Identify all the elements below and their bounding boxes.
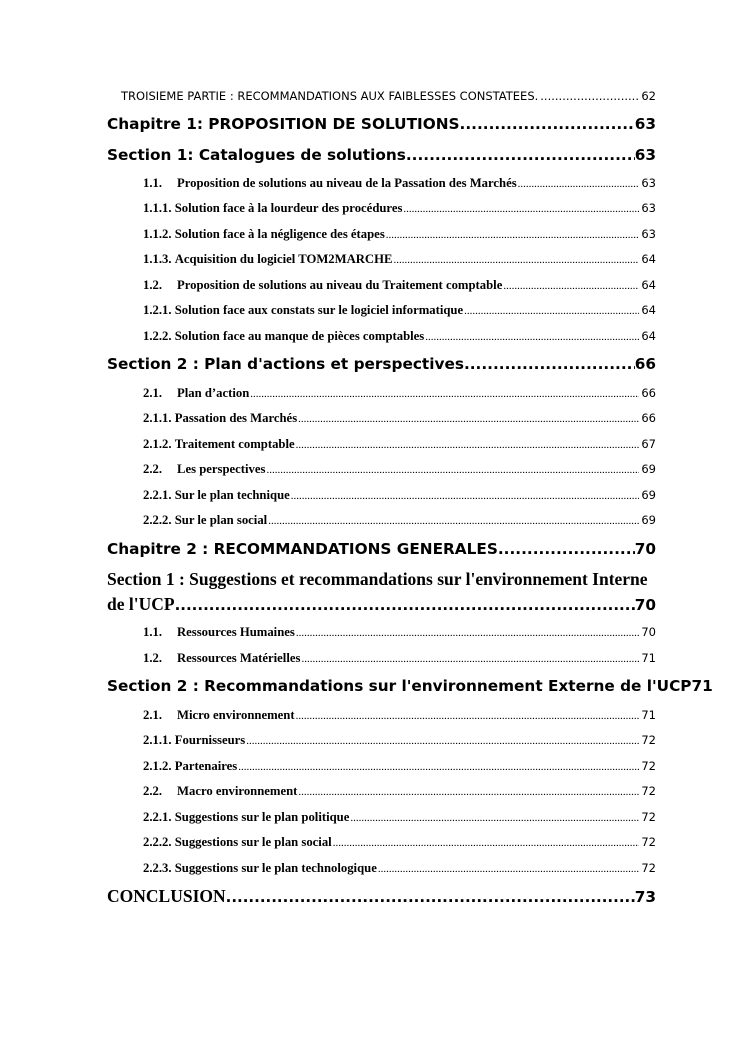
toc-entry-1-2-1[interactable] [143,303,656,318]
toc-entry-ch2-2-2-3[interactable] [143,861,656,876]
toc-entry-title: Chapitre 2 : RECOMMANDATIONS GENERALES [107,540,498,558]
toc-entry-2-1[interactable] [143,386,656,401]
toc-page-number: 72 [641,784,656,798]
dot-leader [298,413,639,425]
toc-entry-number: 2.2. [143,784,163,798]
toc-entry-number: 2.1.2. [143,759,172,773]
dot-leader [403,203,639,215]
toc-entry-2-1-2[interactable] [143,437,656,452]
toc-entry-part3[interactable] [121,89,656,103]
dot-leader [518,178,640,190]
toc-entry-title: Solution face à la lourdeur des procédures [174,201,403,215]
dot-leader [246,735,639,747]
toc-entry-2-1-1[interactable] [143,411,656,426]
toc-entry-1-1-2[interactable] [143,227,656,242]
toc-entry-chap2-section-1[interactable] [107,594,656,615]
toc-page-number: 73 [634,888,656,906]
toc-entry-ch2-1-2[interactable] [143,651,656,666]
toc-entry-title: Solution face au manque de pièces comptables [174,329,425,343]
toc-entry-section-1[interactable] [107,146,656,164]
toc-entry-number: 2.2. [143,462,163,476]
dot-leader [226,888,635,906]
toc-entry-title: Section 2 : Plan d'actions et perspectives [107,355,464,373]
toc-entry-1-2-2[interactable] [143,329,656,344]
toc-page-number: 67 [641,437,656,451]
dot-leader [298,786,639,798]
toc-page-number: 63 [634,115,656,133]
toc-page-number: 70 [634,596,656,614]
toc-entry-title: Solution face aux constats sur le logiciel informatique [174,303,464,317]
dot-leader [540,89,639,103]
dot-leader [250,388,639,400]
dot-leader [464,305,639,317]
toc-entry-title: Macro environnement [177,784,298,798]
toc-entry-title: Sur le plan technique [174,488,290,502]
toc-entry-number: 1.1. [143,176,163,190]
toc-entry-ch2-1-1[interactable] [143,625,656,640]
toc-entry-number: 2.1. [143,708,163,722]
toc-entry-title: Fournisseurs [174,733,246,747]
toc-entry-title: Traitement comptable [174,437,295,451]
toc-entry-title: Ressources Humaines [177,625,295,639]
toc-entry-ch2-2-2-2[interactable] [143,835,656,850]
toc-entry-title: Ressources Matérielles [177,651,301,665]
toc-entry-title: TROISIEME PARTIE : RECOMMANDATIONS AUX FAIBLESSES CONSTATEES. [121,89,539,103]
toc-page-number: 69 [641,488,656,502]
toc-entry-ch2-2-2-1[interactable] [143,810,656,825]
toc-entry-number: 1.2. [143,651,163,665]
toc-entry-chap2-section-2[interactable] [107,677,713,695]
toc-page-number: 70 [634,540,656,558]
toc-page-number: 72 [641,835,656,849]
toc-entry-title: CONCLUSION [107,886,226,906]
toc-page-number: 63 [641,176,656,190]
toc-page-number: 66 [634,355,656,373]
toc-entry-number: 1.2.2. [143,329,172,343]
toc-entry-2-2-2[interactable] [143,513,656,528]
toc-page-number: 64 [641,303,656,317]
toc-page-number: 66 [641,386,656,400]
dot-leader [425,331,639,343]
dot-leader [460,115,635,133]
toc-entry-number: 2.1.1. [143,733,172,747]
dot-leader [266,464,639,476]
toc-entry-number: 1.1.2. [143,227,172,241]
dot-leader [268,515,639,527]
toc-entry-title: Les perspectives [177,462,266,476]
toc-entry-number: 1.1. [143,625,163,639]
toc-entry-number: 2.2.2. [143,835,172,849]
dot-leader [503,280,639,292]
toc-entry-ch2-2-2[interactable] [143,784,656,799]
toc-entry-title: Passation des Marchés [174,411,298,425]
toc-entry-title: Proposition de solutions au niveau du Traitement comptable [177,278,503,292]
toc-entry-number: 2.1.2. [143,437,172,451]
toc-page-number: 72 [641,759,656,773]
toc-entry-2-2-1[interactable] [143,488,656,503]
toc-page-number: 64 [641,278,656,292]
toc-entry-section-2[interactable] [107,355,656,373]
toc-page-number: 62 [641,89,656,103]
toc-entry-title: Suggestions sur le plan social [174,835,332,849]
toc-entry-1-1-3[interactable] [143,252,656,267]
toc-entry-number: 1.2. [143,278,163,292]
toc-page-number: 72 [641,733,656,747]
toc-entry-1-1-1[interactable] [143,201,656,216]
dot-leader [296,710,640,722]
dot-leader [333,837,640,849]
dot-leader [498,540,635,558]
toc-entry-number: 1.2.1. [143,303,172,317]
toc-entry-1-1[interactable] [143,176,656,191]
toc-entry-title: Suggestions sur le plan politique [174,810,350,824]
dot-leader [301,653,639,665]
toc-entry-ch2-2-1-1[interactable] [143,733,656,748]
toc-page-number: 63 [641,227,656,241]
dot-leader [238,761,639,773]
toc-page-number: 64 [641,329,656,343]
toc-entry-title: Partenaires [174,759,238,773]
toc-entry-chapitre-1[interactable] [107,115,656,133]
toc-entry-title: Chapitre 1: PROPOSITION DE SOLUTIONS [107,115,460,133]
toc-entry-title: Proposition de solutions au niveau de la Passation des Marchés [177,176,517,190]
toc-entry-title: Section 1: Catalogues de solutions [107,146,406,164]
toc-page-number: 71 [641,651,656,665]
toc-entry-title: Plan d’action [177,386,250,400]
toc-page-number: 63 [641,201,656,215]
toc-entry-title-line-1[interactable]: Section 1 : Suggestions et recommandations sur l'environnement Interne [107,569,648,589]
toc-entry-number: 2.2.1. [143,810,172,824]
toc-entry-title: Sur le plan social [174,513,268,527]
toc-entry-2-2[interactable] [143,462,656,477]
toc-entry-ch2-2-1-2[interactable] [143,759,656,774]
toc-page-number: 64 [641,252,656,266]
toc-entry-number: 1.1.1. [143,201,172,215]
dot-leader [350,812,639,824]
toc-entry-title: Micro environnement [177,708,295,722]
toc-page-number: 71 [641,708,656,722]
dot-leader [291,490,640,502]
toc-entry-title: Suggestions sur le plan technologique [174,861,377,875]
dot-leader [378,863,640,875]
toc-page-number: 69 [641,462,656,476]
toc-entry-1-2[interactable] [143,278,656,293]
dot-leader [406,146,635,164]
dot-leader [175,596,635,614]
toc-page-number: 72 [641,810,656,824]
toc-entry-title: Acquisition du logiciel TOM2MARCHE [174,252,393,266]
toc-page-number: 72 [641,861,656,875]
toc-entry-ch2-2-1[interactable] [143,708,656,723]
toc-page-number: 71 [691,677,713,695]
toc-entry-chapitre-2[interactable] [107,540,656,558]
dot-leader [393,254,639,266]
toc-entry-number: 2.1.1. [143,411,172,425]
toc-entry-title: Solution face à la négligence des étapes [174,227,385,241]
dot-leader [296,439,640,451]
dot-leader [386,229,640,241]
dot-leader [296,627,640,639]
dot-leader [464,355,635,373]
toc-entry-number: 2.2.1. [143,488,172,502]
toc-page-number: 66 [641,411,656,425]
toc-entry-number: 1.1.3. [143,252,172,266]
toc-entry-number: 2.2.3. [143,861,172,875]
toc-entry-title: Section 2 : Recommandations sur l'environnement Externe de l'UCP [107,677,692,695]
toc-page-number: 69 [641,513,656,527]
toc-page-number: 70 [641,625,656,639]
toc-entry-number: 2.2.2. [143,513,172,527]
toc-entry-number: 2.1. [143,386,163,400]
toc-entry-conclusion[interactable] [107,886,656,907]
toc-page-number: 63 [634,146,656,164]
toc-entry-title: de l'UCP [107,594,175,614]
